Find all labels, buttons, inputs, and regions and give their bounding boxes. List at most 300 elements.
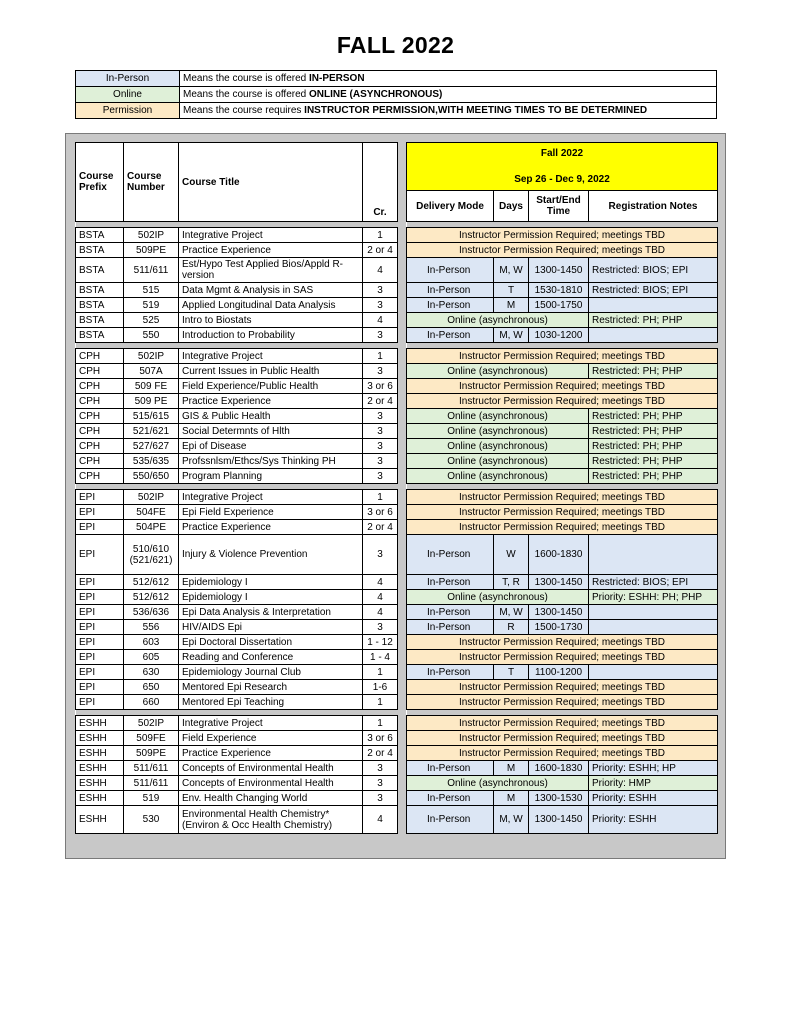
online-delivery: Online (asynchronous) bbox=[407, 424, 589, 439]
course-credits: 2 or 4 bbox=[363, 394, 398, 409]
schedule-row bbox=[407, 439, 718, 454]
course-row bbox=[76, 650, 398, 665]
course-title: Introduction to Probability bbox=[179, 328, 363, 343]
course-number: 519 bbox=[124, 298, 179, 313]
course-row bbox=[76, 791, 398, 806]
registration-note: Restricted: PH; PHP bbox=[589, 409, 718, 424]
legend-key-perm: Permission bbox=[76, 103, 180, 119]
course-prefix: EPI bbox=[76, 590, 124, 605]
course-row bbox=[76, 635, 398, 650]
course-number: 550/650 bbox=[124, 469, 179, 484]
course-row bbox=[76, 590, 398, 605]
online-delivery: Online (asynchronous) bbox=[407, 469, 589, 484]
header-course-prefix: Course Prefix bbox=[76, 143, 124, 222]
schedule-row bbox=[407, 454, 718, 469]
course-prefix: ESHH bbox=[76, 806, 124, 834]
course-number: 515/615 bbox=[124, 409, 179, 424]
course-title: Epi Data Analysis & Interpretation bbox=[179, 605, 363, 620]
registration-note: Restricted: BIOS; EPI bbox=[589, 258, 718, 283]
permission-note: Instructor Permission Required; meetings TBD bbox=[407, 394, 718, 409]
course-title: GIS & Public Health bbox=[179, 409, 363, 424]
course-row bbox=[76, 505, 398, 520]
course-title: Mentored Epi Research bbox=[179, 680, 363, 695]
legend-description bbox=[180, 87, 717, 103]
course-credits: 3 bbox=[363, 424, 398, 439]
course-prefix: BSTA bbox=[76, 328, 124, 343]
course-credits: 3 bbox=[363, 535, 398, 575]
online-delivery: Online (asynchronous) bbox=[407, 439, 589, 454]
course-number: 511/611 bbox=[124, 258, 179, 283]
schedule-row bbox=[407, 791, 718, 806]
delivery-mode: In-Person bbox=[407, 298, 494, 313]
course-number: 630 bbox=[124, 665, 179, 680]
course-row bbox=[76, 761, 398, 776]
course-row bbox=[76, 535, 398, 575]
course-credits: 2 or 4 bbox=[363, 746, 398, 761]
schedule-row bbox=[407, 680, 718, 695]
legend-desc-text: Means the course requires bbox=[183, 105, 305, 116]
schedule-table bbox=[406, 142, 718, 834]
course-prefix: BSTA bbox=[76, 283, 124, 298]
delivery-mode: In-Person bbox=[407, 258, 494, 283]
course-credits: 3 or 6 bbox=[363, 505, 398, 520]
schedule-row bbox=[407, 665, 718, 680]
course-row bbox=[76, 520, 398, 535]
course-credits: 1 bbox=[363, 490, 398, 505]
meeting-days: T bbox=[494, 283, 529, 298]
schedule-row bbox=[407, 283, 718, 298]
course-prefix: CPH bbox=[76, 349, 124, 364]
course-credits: 3 bbox=[363, 454, 398, 469]
registration-note: Restricted: PH; PHP bbox=[589, 313, 718, 328]
permission-note: Instructor Permission Required; meetings TBD bbox=[407, 228, 718, 243]
course-prefix: BSTA bbox=[76, 228, 124, 243]
course-row bbox=[76, 605, 398, 620]
registration-note bbox=[589, 298, 718, 313]
delivery-mode: In-Person bbox=[407, 328, 494, 343]
course-prefix: BSTA bbox=[76, 258, 124, 283]
registration-note: Priority: ESHH: PH; PHP bbox=[589, 590, 718, 605]
registration-note bbox=[589, 605, 718, 620]
schedule-row bbox=[407, 731, 718, 746]
permission-note: Instructor Permission Required; meetings TBD bbox=[407, 379, 718, 394]
page-title: FALL 2022 bbox=[336, 32, 455, 58]
course-row bbox=[76, 228, 398, 243]
meeting-time: 1600-1830 bbox=[529, 535, 589, 575]
course-number: 650 bbox=[124, 680, 179, 695]
schedule-row bbox=[407, 635, 718, 650]
course-credits: 3 bbox=[363, 298, 398, 313]
course-credits: 4 bbox=[363, 258, 398, 283]
schedule-row bbox=[407, 328, 718, 343]
course-title: Practice Experience bbox=[179, 243, 363, 258]
course-row bbox=[76, 746, 398, 761]
permission-note: Instructor Permission Required; meetings TBD bbox=[407, 695, 718, 710]
schedule-row bbox=[407, 490, 718, 505]
legend-desc-bold: IN-PERSON bbox=[309, 73, 365, 84]
course-prefix: ESHH bbox=[76, 761, 124, 776]
course-number: 512/612 bbox=[124, 575, 179, 590]
schedule-row bbox=[407, 605, 718, 620]
course-credits: 4 bbox=[363, 605, 398, 620]
course-title: Integrative Project bbox=[179, 716, 363, 731]
course-row bbox=[76, 439, 398, 454]
course-prefix: EPI bbox=[76, 620, 124, 635]
course-credits: 3 bbox=[363, 776, 398, 791]
course-prefix: BSTA bbox=[76, 313, 124, 328]
schedule-row bbox=[407, 650, 718, 665]
course-prefix: ESHH bbox=[76, 791, 124, 806]
schedule-row bbox=[407, 469, 718, 484]
permission-note: Instructor Permission Required; meetings TBD bbox=[407, 650, 718, 665]
header-course-number: Course Number bbox=[124, 143, 179, 222]
course-credits: 3 bbox=[363, 791, 398, 806]
meeting-days: M, W bbox=[494, 806, 529, 834]
course-credits: 1 bbox=[363, 228, 398, 243]
legend-description bbox=[180, 103, 717, 119]
permission-note: Instructor Permission Required; meetings TBD bbox=[407, 746, 718, 761]
course-number: 605 bbox=[124, 650, 179, 665]
registration-note: Restricted: BIOS; EPI bbox=[589, 283, 718, 298]
course-row bbox=[76, 328, 398, 343]
legend-row bbox=[76, 103, 717, 119]
course-credits: 1 - 4 bbox=[363, 650, 398, 665]
course-credits: 1 bbox=[363, 716, 398, 731]
permission-note: Instructor Permission Required; meetings TBD bbox=[407, 716, 718, 731]
schedule-row bbox=[407, 620, 718, 635]
meeting-time: 1500-1750 bbox=[529, 298, 589, 313]
schedule-row bbox=[407, 761, 718, 776]
course-title: Reading and Conference bbox=[179, 650, 363, 665]
legend-row bbox=[76, 87, 717, 103]
course-credits: 1 bbox=[363, 695, 398, 710]
legend-description bbox=[180, 71, 717, 87]
course-credits: 4 bbox=[363, 590, 398, 605]
course-prefix: CPH bbox=[76, 454, 124, 469]
course-row bbox=[76, 665, 398, 680]
course-credits: 3 bbox=[363, 283, 398, 298]
delivery-mode: In-Person bbox=[407, 620, 494, 635]
course-row bbox=[76, 394, 398, 409]
course-number: 502IP bbox=[124, 228, 179, 243]
course-number: 507A bbox=[124, 364, 179, 379]
course-row bbox=[76, 776, 398, 791]
schedule-row bbox=[407, 520, 718, 535]
course-title: Environmental Health Chemistry* (Environ & Occ Health Chemistry) bbox=[179, 806, 363, 834]
schedule-row bbox=[407, 409, 718, 424]
course-number: 509 PE bbox=[124, 394, 179, 409]
course-prefix: EPI bbox=[76, 535, 124, 575]
course-title: Integrative Project bbox=[179, 349, 363, 364]
permission-note: Instructor Permission Required; meetings TBD bbox=[407, 505, 718, 520]
course-prefix: ESHH bbox=[76, 731, 124, 746]
course-prefix: CPH bbox=[76, 469, 124, 484]
registration-note: Restricted: PH; PHP bbox=[589, 469, 718, 484]
course-prefix: ESHH bbox=[76, 716, 124, 731]
schedule-row bbox=[407, 394, 718, 409]
meeting-time: 1300-1450 bbox=[529, 258, 589, 283]
header-delivery-mode: Delivery Mode bbox=[407, 191, 494, 222]
course-number: 536/636 bbox=[124, 605, 179, 620]
schedule-row bbox=[407, 243, 718, 258]
schedule-row bbox=[407, 535, 718, 575]
course-number: 509FE bbox=[124, 731, 179, 746]
delivery-mode: In-Person bbox=[407, 575, 494, 590]
course-credits: 4 bbox=[363, 313, 398, 328]
schedule-row bbox=[407, 746, 718, 761]
schedule-row bbox=[407, 258, 718, 283]
course-title: Practice Experience bbox=[179, 520, 363, 535]
online-delivery: Online (asynchronous) bbox=[407, 409, 589, 424]
course-number: 511/611 bbox=[124, 776, 179, 791]
course-title: Integrative Project bbox=[179, 490, 363, 505]
course-row bbox=[76, 409, 398, 424]
meeting-time: 1600-1830 bbox=[529, 761, 589, 776]
course-prefix: CPH bbox=[76, 424, 124, 439]
header-days: Days bbox=[494, 191, 529, 222]
course-row bbox=[76, 716, 398, 731]
delivery-mode: In-Person bbox=[407, 665, 494, 680]
course-number: 509PE bbox=[124, 243, 179, 258]
delivery-mode: In-Person bbox=[407, 761, 494, 776]
course-row bbox=[76, 680, 398, 695]
online-delivery: Online (asynchronous) bbox=[407, 454, 589, 469]
header-credits: Cr. bbox=[363, 143, 398, 222]
delivery-mode: In-Person bbox=[407, 791, 494, 806]
course-title: Practice Experience bbox=[179, 394, 363, 409]
course-title: Integrative Project bbox=[179, 228, 363, 243]
online-delivery: Online (asynchronous) bbox=[407, 776, 589, 791]
permission-note: Instructor Permission Required; meetings TBD bbox=[407, 243, 718, 258]
course-prefix: CPH bbox=[76, 379, 124, 394]
course-number: 502IP bbox=[124, 716, 179, 731]
course-prefix: EPI bbox=[76, 490, 124, 505]
course-title: Applied Longitudinal Data Analysis bbox=[179, 298, 363, 313]
course-title: Epidemiology I bbox=[179, 575, 363, 590]
course-prefix: ESHH bbox=[76, 746, 124, 761]
schedule-row bbox=[407, 424, 718, 439]
course-row bbox=[76, 364, 398, 379]
schedule-row bbox=[407, 590, 718, 605]
registration-note bbox=[589, 328, 718, 343]
course-title: Social Determnts of Hlth bbox=[179, 424, 363, 439]
registration-note: Priority: HMP bbox=[589, 776, 718, 791]
delivery-mode: In-Person bbox=[407, 535, 494, 575]
course-credits: 2 or 4 bbox=[363, 520, 398, 535]
meeting-days: M, W bbox=[494, 605, 529, 620]
legend-desc-text: Means the course is offered bbox=[183, 73, 309, 84]
course-credits: 3 or 6 bbox=[363, 731, 398, 746]
permission-note: Instructor Permission Required; meetings TBD bbox=[407, 635, 718, 650]
course-title: Concepts of Environmental Health bbox=[179, 761, 363, 776]
course-credits: 1 bbox=[363, 665, 398, 680]
schedule-row bbox=[407, 575, 718, 590]
course-credits: 3 bbox=[363, 761, 398, 776]
course-prefix: BSTA bbox=[76, 298, 124, 313]
course-row bbox=[76, 298, 398, 313]
permission-note: Instructor Permission Required; meetings TBD bbox=[407, 731, 718, 746]
course-number: 504FE bbox=[124, 505, 179, 520]
header-registration-notes: Registration Notes bbox=[589, 191, 718, 222]
course-row bbox=[76, 469, 398, 484]
course-row bbox=[76, 695, 398, 710]
schedule-row bbox=[407, 505, 718, 520]
course-prefix: EPI bbox=[76, 520, 124, 535]
legend-table bbox=[75, 70, 717, 119]
schedule-row bbox=[407, 776, 718, 791]
course-title: Epi of Disease bbox=[179, 439, 363, 454]
registration-note: Restricted: PH; PHP bbox=[589, 439, 718, 454]
course-number: 510/610 (521/621) bbox=[124, 535, 179, 575]
course-prefix: CPH bbox=[76, 409, 124, 424]
meeting-days: T bbox=[494, 665, 529, 680]
meeting-time: 1030-1200 bbox=[529, 328, 589, 343]
legend-desc-bold: INSTRUCTOR PERMISSION,WITH MEETING TIMES TO BE DETERMINED bbox=[304, 105, 648, 116]
course-row bbox=[76, 258, 398, 283]
course-row bbox=[76, 424, 398, 439]
registration-note: Priority: ESHH bbox=[589, 791, 718, 806]
registration-note: Priority: ESHH; HP bbox=[589, 761, 718, 776]
term-title: Fall 2022 bbox=[540, 147, 584, 159]
course-number: 530 bbox=[124, 806, 179, 834]
course-number: 525 bbox=[124, 313, 179, 328]
meeting-days: R bbox=[494, 620, 529, 635]
legend-key-online: Online bbox=[76, 87, 180, 103]
course-number: 535/635 bbox=[124, 454, 179, 469]
course-title: Epi Doctoral Dissertation bbox=[179, 635, 363, 650]
course-number: 660 bbox=[124, 695, 179, 710]
term-header bbox=[407, 143, 718, 191]
course-credits: 3 bbox=[363, 620, 398, 635]
course-title: Env. Health Changing World bbox=[179, 791, 363, 806]
permission-note: Instructor Permission Required; meetings TBD bbox=[407, 680, 718, 695]
schedule-row bbox=[407, 228, 718, 243]
schedule-row bbox=[407, 379, 718, 394]
course-prefix: CPH bbox=[76, 394, 124, 409]
course-prefix: EPI bbox=[76, 575, 124, 590]
schedule-row bbox=[407, 695, 718, 710]
meeting-time: 1100-1200 bbox=[529, 665, 589, 680]
permission-note: Instructor Permission Required; meetings TBD bbox=[407, 520, 718, 535]
meeting-days: T, R bbox=[494, 575, 529, 590]
course-title: Epi Field Experience bbox=[179, 505, 363, 520]
registration-note: Restricted: BIOS; EPI bbox=[589, 575, 718, 590]
course-number: 509PE bbox=[124, 746, 179, 761]
meeting-days: M, W bbox=[494, 328, 529, 343]
course-prefix: EPI bbox=[76, 605, 124, 620]
course-prefix: CPH bbox=[76, 364, 124, 379]
meeting-time: 1300-1450 bbox=[529, 575, 589, 590]
course-credits: 3 or 6 bbox=[363, 379, 398, 394]
course-number: 512/612 bbox=[124, 590, 179, 605]
course-row bbox=[76, 620, 398, 635]
permission-note: Instructor Permission Required; meetings TBD bbox=[407, 349, 718, 364]
course-number: 502IP bbox=[124, 349, 179, 364]
meeting-days: M, W bbox=[494, 258, 529, 283]
course-prefix: EPI bbox=[76, 695, 124, 710]
meeting-time: 1500-1730 bbox=[529, 620, 589, 635]
course-number: 509 FE bbox=[124, 379, 179, 394]
course-number: 556 bbox=[124, 620, 179, 635]
course-row bbox=[76, 349, 398, 364]
meeting-time: 1300-1530 bbox=[529, 791, 589, 806]
registration-note: Priority: ESHH bbox=[589, 806, 718, 834]
course-number: 504PE bbox=[124, 520, 179, 535]
course-prefix: EPI bbox=[76, 505, 124, 520]
meeting-time: 1300-1450 bbox=[529, 605, 589, 620]
course-title: Program Planning bbox=[179, 469, 363, 484]
course-number: 511/611 bbox=[124, 761, 179, 776]
course-prefix: EPI bbox=[76, 665, 124, 680]
course-title: Epidemiology Journal Club bbox=[179, 665, 363, 680]
course-row bbox=[76, 379, 398, 394]
course-title: Profssnlsm/Ethcs/Sys Thinking PH bbox=[179, 454, 363, 469]
meeting-time: 1300-1450 bbox=[529, 806, 589, 834]
legend-key-inperson: In-Person bbox=[76, 71, 180, 87]
course-credits: 4 bbox=[363, 806, 398, 834]
online-delivery: Online (asynchronous) bbox=[407, 313, 589, 328]
meeting-days: M bbox=[494, 761, 529, 776]
registration-note bbox=[589, 620, 718, 635]
course-number: 550 bbox=[124, 328, 179, 343]
course-credits: 3 bbox=[363, 409, 398, 424]
course-title: Field Experience bbox=[179, 731, 363, 746]
legend-desc-text: Means the course is offered bbox=[183, 89, 309, 100]
course-title: Data Mgmt & Analysis in SAS bbox=[179, 283, 363, 298]
schedule-row bbox=[407, 364, 718, 379]
course-credits: 2 or 4 bbox=[363, 243, 398, 258]
course-row bbox=[76, 806, 398, 834]
course-title: Epidemiology I bbox=[179, 590, 363, 605]
course-row bbox=[76, 575, 398, 590]
delivery-mode: In-Person bbox=[407, 605, 494, 620]
legend-row bbox=[76, 71, 717, 87]
permission-note: Instructor Permission Required; meetings TBD bbox=[407, 490, 718, 505]
meeting-days: W bbox=[494, 535, 529, 575]
meeting-time: 1530-1810 bbox=[529, 283, 589, 298]
course-credits: 4 bbox=[363, 575, 398, 590]
registration-note: Restricted: PH; PHP bbox=[589, 424, 718, 439]
header-course-title: Course Title bbox=[179, 143, 363, 222]
course-credits: 3 bbox=[363, 364, 398, 379]
meeting-days: M bbox=[494, 791, 529, 806]
registration-note bbox=[589, 535, 718, 575]
course-row bbox=[76, 243, 398, 258]
course-credits: 3 bbox=[363, 469, 398, 484]
course-title: HIV/AIDS Epi bbox=[179, 620, 363, 635]
course-title: Mentored Epi Teaching bbox=[179, 695, 363, 710]
course-row bbox=[76, 454, 398, 469]
registration-note: Restricted: PH; PHP bbox=[589, 364, 718, 379]
schedule-row bbox=[407, 349, 718, 364]
course-title: Current Issues in Public Health bbox=[179, 364, 363, 379]
course-row bbox=[76, 313, 398, 328]
online-delivery: Online (asynchronous) bbox=[407, 364, 589, 379]
course-title: Field Experience/Public Health bbox=[179, 379, 363, 394]
registration-note: Restricted: PH; PHP bbox=[589, 454, 718, 469]
header-start-end-time: Start/End Time bbox=[529, 191, 589, 222]
course-credits: 3 bbox=[363, 439, 398, 454]
course-number: 603 bbox=[124, 635, 179, 650]
course-credits: 1 - 12 bbox=[363, 635, 398, 650]
course-title: Est/Hypo Test Applied Bios/Appld R-version bbox=[179, 258, 363, 283]
course-title: Injury & Violence Prevention bbox=[179, 535, 363, 575]
meeting-days: M bbox=[494, 298, 529, 313]
schedule-row bbox=[407, 298, 718, 313]
course-number: 519 bbox=[124, 791, 179, 806]
delivery-mode: In-Person bbox=[407, 283, 494, 298]
legend-desc-bold: ONLINE (ASYNCHRONOUS) bbox=[309, 89, 443, 100]
